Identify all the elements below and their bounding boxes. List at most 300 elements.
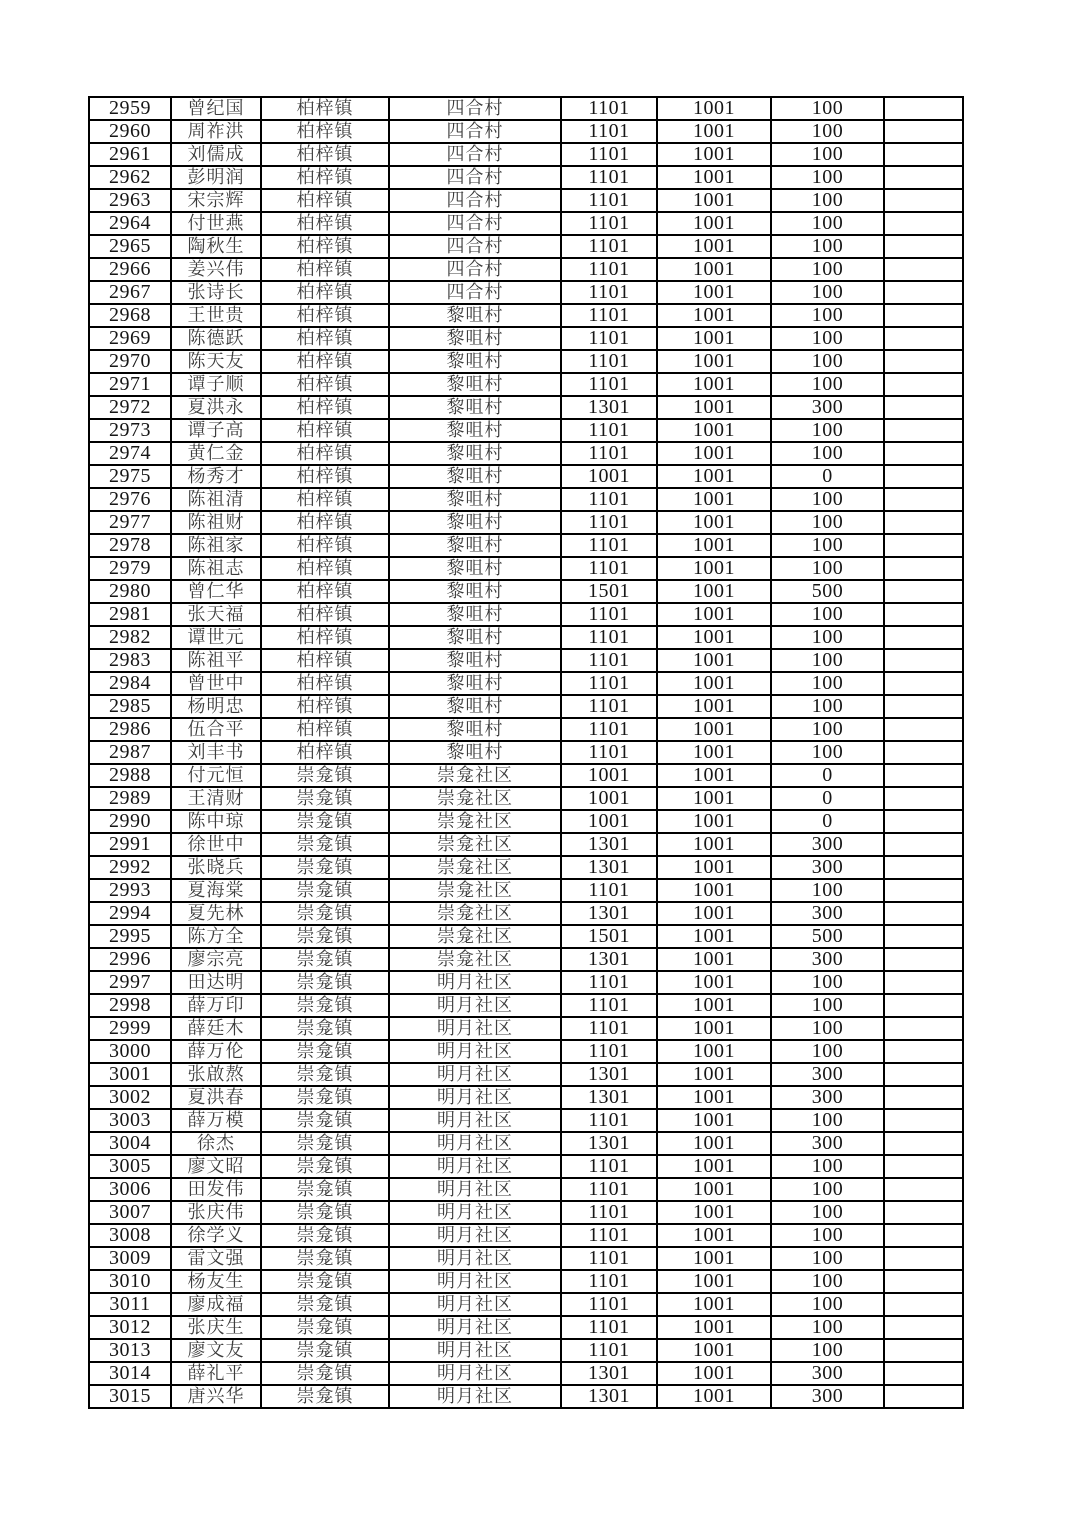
cell-amount: 100 — [771, 212, 884, 235]
table-row — [89, 741, 963, 764]
cell-amount: 100 — [771, 557, 884, 580]
cell-code2: 1001 — [657, 120, 771, 143]
cell-code1: 1101 — [561, 1017, 657, 1040]
cell-village: 黎咀村 — [389, 373, 561, 396]
cell-code2: 1001 — [657, 1040, 771, 1063]
cell-serial: 2978 — [89, 534, 171, 557]
cell-code1: 1101 — [561, 304, 657, 327]
table-row — [89, 718, 963, 741]
cell-note — [884, 971, 963, 994]
cell-amount: 0 — [771, 787, 884, 810]
cell-village: 明月社区 — [389, 1109, 561, 1132]
cell-code1: 1101 — [561, 1247, 657, 1270]
table-row — [89, 1362, 963, 1385]
cell-amount: 100 — [771, 235, 884, 258]
cell-amount: 100 — [771, 1201, 884, 1224]
cell-village: 明月社区 — [389, 1086, 561, 1109]
table-body — [89, 97, 963, 1408]
cell-code2: 1001 — [657, 787, 771, 810]
cell-note — [884, 1247, 963, 1270]
cell-name: 陈祖家 — [171, 534, 261, 557]
cell-amount: 100 — [771, 189, 884, 212]
cell-serial: 3005 — [89, 1155, 171, 1178]
cell-code1: 1101 — [561, 488, 657, 511]
cell-note — [884, 948, 963, 971]
cell-serial: 2986 — [89, 718, 171, 741]
cell-amount: 100 — [771, 1339, 884, 1362]
cell-serial: 2977 — [89, 511, 171, 534]
cell-serial: 2995 — [89, 925, 171, 948]
cell-amount: 100 — [771, 971, 884, 994]
cell-code2: 1001 — [657, 1201, 771, 1224]
table-row — [89, 511, 963, 534]
cell-code1: 1101 — [561, 511, 657, 534]
cell-note — [884, 212, 963, 235]
cell-village: 明月社区 — [389, 1362, 561, 1385]
cell-village: 明月社区 — [389, 1132, 561, 1155]
cell-amount: 100 — [771, 1109, 884, 1132]
table-row — [89, 1132, 963, 1155]
cell-code2: 1001 — [657, 166, 771, 189]
cell-serial: 3006 — [89, 1178, 171, 1201]
cell-name: 薛廷木 — [171, 1017, 261, 1040]
cell-town: 崇龛镇 — [261, 1224, 389, 1247]
cell-town: 柏梓镇 — [261, 603, 389, 626]
cell-note — [884, 557, 963, 580]
cell-town: 柏梓镇 — [261, 649, 389, 672]
table-row — [89, 1339, 963, 1362]
cell-serial: 2960 — [89, 120, 171, 143]
cell-town: 崇龛镇 — [261, 1293, 389, 1316]
table-row — [89, 235, 963, 258]
cell-serial: 3001 — [89, 1063, 171, 1086]
cell-village: 黎咀村 — [389, 327, 561, 350]
cell-code1: 1101 — [561, 281, 657, 304]
cell-village: 崇龛社区 — [389, 925, 561, 948]
cell-name: 姜兴伟 — [171, 258, 261, 281]
table-row — [89, 603, 963, 626]
cell-village: 黎咀村 — [389, 396, 561, 419]
cell-village: 明月社区 — [389, 1201, 561, 1224]
cell-code2: 1001 — [657, 304, 771, 327]
cell-amount: 100 — [771, 488, 884, 511]
table-row — [89, 1086, 963, 1109]
cell-code1: 1301 — [561, 833, 657, 856]
cell-village: 崇龛社区 — [389, 879, 561, 902]
cell-village: 崇龛社区 — [389, 833, 561, 856]
table-row — [89, 258, 963, 281]
cell-serial: 2970 — [89, 350, 171, 373]
table-row — [89, 396, 963, 419]
cell-amount: 100 — [771, 304, 884, 327]
cell-code2: 1001 — [657, 1132, 771, 1155]
table-row — [89, 327, 963, 350]
cell-town: 崇龛镇 — [261, 1109, 389, 1132]
cell-amount: 100 — [771, 1293, 884, 1316]
cell-village: 明月社区 — [389, 1270, 561, 1293]
cell-village: 崇龛社区 — [389, 948, 561, 971]
cell-note — [884, 580, 963, 603]
cell-name: 雷文强 — [171, 1247, 261, 1270]
cell-name: 黄仁金 — [171, 442, 261, 465]
cell-code1: 1101 — [561, 1270, 657, 1293]
cell-code1: 1101 — [561, 1109, 657, 1132]
cell-serial: 2968 — [89, 304, 171, 327]
cell-village: 明月社区 — [389, 1017, 561, 1040]
cell-code2: 1001 — [657, 1293, 771, 1316]
cell-code2: 1001 — [657, 419, 771, 442]
cell-note — [884, 879, 963, 902]
cell-code2: 1001 — [657, 833, 771, 856]
cell-code1: 1101 — [561, 603, 657, 626]
table-row — [89, 1270, 963, 1293]
cell-amount: 300 — [771, 948, 884, 971]
cell-code1: 1101 — [561, 1224, 657, 1247]
cell-note — [884, 626, 963, 649]
cell-name: 薛万印 — [171, 994, 261, 1017]
cell-name: 陈祖平 — [171, 649, 261, 672]
cell-code1: 1101 — [561, 994, 657, 1017]
cell-amount: 100 — [771, 741, 884, 764]
cell-code2: 1001 — [657, 580, 771, 603]
cell-amount: 100 — [771, 1224, 884, 1247]
cell-town: 柏梓镇 — [261, 281, 389, 304]
cell-amount: 300 — [771, 902, 884, 925]
cell-name: 付元恒 — [171, 764, 261, 787]
cell-village: 黎咀村 — [389, 718, 561, 741]
cell-note — [884, 442, 963, 465]
cell-code1: 1301 — [561, 1385, 657, 1408]
cell-serial: 3004 — [89, 1132, 171, 1155]
cell-code2: 1001 — [657, 557, 771, 580]
cell-town: 柏梓镇 — [261, 212, 389, 235]
cell-code2: 1001 — [657, 442, 771, 465]
cell-serial: 3003 — [89, 1109, 171, 1132]
cell-name: 薛万伦 — [171, 1040, 261, 1063]
cell-serial: 2984 — [89, 672, 171, 695]
cell-name: 夏先林 — [171, 902, 261, 925]
cell-village: 黎咀村 — [389, 534, 561, 557]
table-row — [89, 1109, 963, 1132]
cell-code1: 1101 — [561, 557, 657, 580]
cell-code2: 1001 — [657, 1270, 771, 1293]
cell-code1: 1101 — [561, 1339, 657, 1362]
cell-code1: 1301 — [561, 396, 657, 419]
cell-village: 明月社区 — [389, 1040, 561, 1063]
cell-name: 宋宗辉 — [171, 189, 261, 212]
cell-note — [884, 1362, 963, 1385]
cell-serial: 2967 — [89, 281, 171, 304]
cell-code1: 1101 — [561, 442, 657, 465]
cell-name: 陈天友 — [171, 350, 261, 373]
table-container — [88, 96, 964, 1409]
cell-note — [884, 166, 963, 189]
cell-village: 明月社区 — [389, 1247, 561, 1270]
cell-note — [884, 465, 963, 488]
cell-village: 黎咀村 — [389, 304, 561, 327]
cell-serial: 3010 — [89, 1270, 171, 1293]
table-row — [89, 1247, 963, 1270]
cell-code1: 1001 — [561, 764, 657, 787]
cell-code1: 1101 — [561, 1040, 657, 1063]
cell-code2: 1001 — [657, 212, 771, 235]
cell-name: 廖成福 — [171, 1293, 261, 1316]
cell-code2: 1001 — [657, 465, 771, 488]
cell-serial: 2997 — [89, 971, 171, 994]
cell-amount: 100 — [771, 1316, 884, 1339]
cell-name: 张诗长 — [171, 281, 261, 304]
cell-amount: 300 — [771, 1086, 884, 1109]
cell-serial: 3013 — [89, 1339, 171, 1362]
cell-code2: 1001 — [657, 1178, 771, 1201]
cell-town: 柏梓镇 — [261, 511, 389, 534]
cell-code2: 1001 — [657, 1385, 771, 1408]
cell-code2: 1001 — [657, 396, 771, 419]
cell-serial: 2981 — [89, 603, 171, 626]
cell-amount: 100 — [771, 534, 884, 557]
cell-village: 四合村 — [389, 143, 561, 166]
table-row — [89, 649, 963, 672]
table-row — [89, 994, 963, 1017]
cell-note — [884, 1040, 963, 1063]
cell-town: 柏梓镇 — [261, 626, 389, 649]
cell-town: 柏梓镇 — [261, 97, 389, 120]
cell-note — [884, 281, 963, 304]
cell-code1: 1301 — [561, 856, 657, 879]
cell-town: 柏梓镇 — [261, 304, 389, 327]
cell-serial: 2982 — [89, 626, 171, 649]
cell-name: 陶秋生 — [171, 235, 261, 258]
cell-code2: 1001 — [657, 1109, 771, 1132]
cell-town: 柏梓镇 — [261, 419, 389, 442]
cell-amount: 100 — [771, 695, 884, 718]
cell-town: 崇龛镇 — [261, 1155, 389, 1178]
cell-town: 柏梓镇 — [261, 166, 389, 189]
cell-serial: 3000 — [89, 1040, 171, 1063]
table-row — [89, 166, 963, 189]
cell-code1: 1101 — [561, 350, 657, 373]
cell-amount: 100 — [771, 626, 884, 649]
cell-note — [884, 120, 963, 143]
table-row — [89, 1178, 963, 1201]
cell-name: 廖文昭 — [171, 1155, 261, 1178]
cell-amount: 500 — [771, 580, 884, 603]
table-row — [89, 143, 963, 166]
cell-code2: 1001 — [657, 741, 771, 764]
cell-code2: 1001 — [657, 626, 771, 649]
cell-village: 明月社区 — [389, 1224, 561, 1247]
table-row — [89, 350, 963, 373]
cell-note — [884, 1224, 963, 1247]
table-row — [89, 787, 963, 810]
cell-name: 王世贵 — [171, 304, 261, 327]
cell-code2: 1001 — [657, 1362, 771, 1385]
cell-serial: 2962 — [89, 166, 171, 189]
cell-note — [884, 1293, 963, 1316]
table-row — [89, 626, 963, 649]
cell-serial: 2959 — [89, 97, 171, 120]
table-row — [89, 373, 963, 396]
cell-town: 崇龛镇 — [261, 1040, 389, 1063]
table-row — [89, 97, 963, 120]
table-row — [89, 212, 963, 235]
cell-note — [884, 304, 963, 327]
records-table — [88, 96, 964, 1409]
cell-note — [884, 1017, 963, 1040]
cell-serial: 2979 — [89, 557, 171, 580]
table-row — [89, 1017, 963, 1040]
cell-name: 夏洪永 — [171, 396, 261, 419]
cell-code2: 1001 — [657, 649, 771, 672]
cell-code1: 1101 — [561, 971, 657, 994]
cell-name: 田发伟 — [171, 1178, 261, 1201]
cell-note — [884, 1385, 963, 1408]
cell-note — [884, 994, 963, 1017]
table-row — [89, 1224, 963, 1247]
cell-serial: 2985 — [89, 695, 171, 718]
cell-amount: 100 — [771, 143, 884, 166]
cell-name: 伍合平 — [171, 718, 261, 741]
cell-name: 陈德跃 — [171, 327, 261, 350]
cell-serial: 2965 — [89, 235, 171, 258]
cell-town: 崇龛镇 — [261, 1385, 389, 1408]
cell-code2: 1001 — [657, 1017, 771, 1040]
table-row — [89, 580, 963, 603]
cell-code1: 1101 — [561, 327, 657, 350]
cell-amount: 100 — [771, 603, 884, 626]
cell-town: 崇龛镇 — [261, 879, 389, 902]
table-row — [89, 1293, 963, 1316]
cell-serial: 2994 — [89, 902, 171, 925]
cell-village: 崇龛社区 — [389, 810, 561, 833]
cell-code2: 1001 — [657, 902, 771, 925]
cell-code2: 1001 — [657, 511, 771, 534]
cell-town: 柏梓镇 — [261, 672, 389, 695]
cell-serial: 3008 — [89, 1224, 171, 1247]
cell-code2: 1001 — [657, 810, 771, 833]
cell-town: 柏梓镇 — [261, 557, 389, 580]
cell-village: 四合村 — [389, 258, 561, 281]
cell-town: 柏梓镇 — [261, 373, 389, 396]
cell-name: 王清财 — [171, 787, 261, 810]
cell-amount: 300 — [771, 1362, 884, 1385]
cell-note — [884, 373, 963, 396]
cell-code1: 1101 — [561, 189, 657, 212]
cell-code2: 1001 — [657, 327, 771, 350]
cell-village: 明月社区 — [389, 1293, 561, 1316]
cell-serial: 2974 — [89, 442, 171, 465]
cell-amount: 300 — [771, 833, 884, 856]
cell-town: 崇龛镇 — [261, 902, 389, 925]
cell-note — [884, 649, 963, 672]
cell-code2: 1001 — [657, 1316, 771, 1339]
cell-code1: 1101 — [561, 1155, 657, 1178]
cell-town: 崇龛镇 — [261, 971, 389, 994]
cell-note — [884, 534, 963, 557]
cell-town: 柏梓镇 — [261, 143, 389, 166]
cell-code1: 1001 — [561, 810, 657, 833]
cell-note — [884, 1201, 963, 1224]
cell-town: 崇龛镇 — [261, 1132, 389, 1155]
cell-code1: 1101 — [561, 534, 657, 557]
cell-code2: 1001 — [657, 189, 771, 212]
cell-amount: 100 — [771, 120, 884, 143]
cell-code2: 1001 — [657, 235, 771, 258]
cell-village: 黎咀村 — [389, 557, 561, 580]
cell-serial: 2961 — [89, 143, 171, 166]
cell-village: 黎咀村 — [389, 626, 561, 649]
cell-name: 陈祖清 — [171, 488, 261, 511]
cell-serial: 2996 — [89, 948, 171, 971]
cell-name: 谭世元 — [171, 626, 261, 649]
cell-note — [884, 511, 963, 534]
cell-note — [884, 143, 963, 166]
cell-village: 四合村 — [389, 212, 561, 235]
cell-note — [884, 1178, 963, 1201]
cell-town: 柏梓镇 — [261, 718, 389, 741]
cell-town: 柏梓镇 — [261, 695, 389, 718]
table-row — [89, 442, 963, 465]
cell-town: 柏梓镇 — [261, 534, 389, 557]
table-row — [89, 1063, 963, 1086]
cell-name: 唐兴华 — [171, 1385, 261, 1408]
cell-amount: 300 — [771, 856, 884, 879]
cell-village: 明月社区 — [389, 1178, 561, 1201]
table-row — [89, 1316, 963, 1339]
cell-serial: 2972 — [89, 396, 171, 419]
cell-amount: 100 — [771, 419, 884, 442]
cell-note — [884, 1339, 963, 1362]
cell-village: 四合村 — [389, 281, 561, 304]
cell-note — [884, 258, 963, 281]
cell-village: 明月社区 — [389, 1063, 561, 1086]
cell-name: 徐学义 — [171, 1224, 261, 1247]
cell-town: 崇龛镇 — [261, 948, 389, 971]
cell-amount: 300 — [771, 1132, 884, 1155]
cell-name: 夏海棠 — [171, 879, 261, 902]
cell-town: 崇龛镇 — [261, 1270, 389, 1293]
cell-code1: 1301 — [561, 1063, 657, 1086]
cell-serial: 2963 — [89, 189, 171, 212]
cell-name: 张天福 — [171, 603, 261, 626]
cell-serial: 2999 — [89, 1017, 171, 1040]
cell-code1: 1101 — [561, 626, 657, 649]
cell-note — [884, 419, 963, 442]
cell-name: 彭明润 — [171, 166, 261, 189]
cell-code1: 1101 — [561, 120, 657, 143]
cell-town: 崇龛镇 — [261, 994, 389, 1017]
cell-name: 周祚洪 — [171, 120, 261, 143]
table-row — [89, 810, 963, 833]
cell-code2: 1001 — [657, 488, 771, 511]
cell-village: 黎咀村 — [389, 741, 561, 764]
cell-town: 柏梓镇 — [261, 235, 389, 258]
cell-note — [884, 488, 963, 511]
cell-code1: 1501 — [561, 925, 657, 948]
cell-code1: 1101 — [561, 97, 657, 120]
cell-amount: 0 — [771, 465, 884, 488]
cell-code1: 1301 — [561, 1362, 657, 1385]
cell-name: 杨秀才 — [171, 465, 261, 488]
cell-note — [884, 810, 963, 833]
cell-code2: 1001 — [657, 971, 771, 994]
cell-town: 崇龛镇 — [261, 764, 389, 787]
cell-code1: 1101 — [561, 166, 657, 189]
cell-code1: 1101 — [561, 1178, 657, 1201]
cell-code1: 1101 — [561, 235, 657, 258]
cell-village: 崇龛社区 — [389, 856, 561, 879]
cell-code2: 1001 — [657, 534, 771, 557]
